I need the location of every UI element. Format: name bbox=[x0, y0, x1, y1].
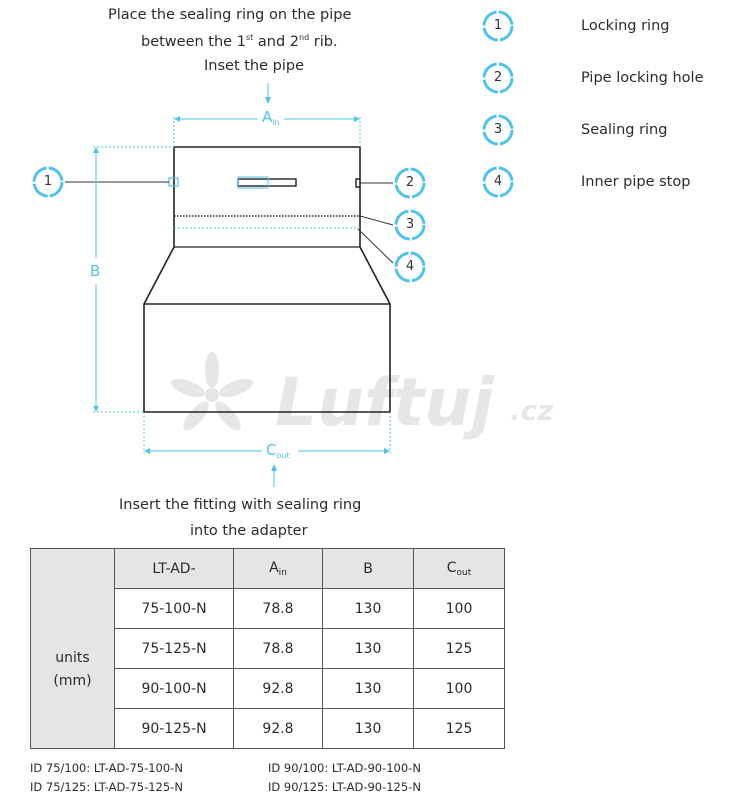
footnote-90-125: ID 90/125: LT-AD-90-125-N bbox=[268, 780, 421, 794]
callout-badge-2 bbox=[393, 166, 427, 200]
superscript: st bbox=[245, 33, 254, 42]
callout-badge-1 bbox=[31, 165, 65, 199]
header-c-sub: out bbox=[456, 567, 472, 578]
cell-code: 75-125-N bbox=[115, 629, 234, 669]
cell-c: 125 bbox=[414, 629, 505, 669]
spec-table bbox=[30, 548, 505, 749]
instruction-top-line3: Inset the pipe bbox=[204, 58, 304, 74]
table-header-row bbox=[31, 549, 505, 589]
callout-leader-3 bbox=[360, 216, 393, 225]
callout-number: 3 bbox=[405, 217, 415, 232]
units-sub-label: (mm) bbox=[53, 672, 92, 689]
header-b: B bbox=[323, 549, 414, 589]
dim-c-sub: out bbox=[276, 451, 290, 460]
callout-leader-4 bbox=[358, 229, 393, 263]
cell-code: 75-100-N bbox=[115, 589, 234, 629]
cell-code: 90-125-N bbox=[115, 709, 234, 749]
dim-a-arrow-left bbox=[174, 116, 180, 122]
dim-a-sub: in bbox=[272, 118, 280, 127]
cell-b: 130 bbox=[323, 709, 414, 749]
instruction-bottom-line2: into the adapter bbox=[190, 523, 308, 539]
cell-c: 100 bbox=[414, 669, 505, 709]
legend-number: 2 bbox=[493, 70, 503, 85]
dim-a-label bbox=[262, 108, 280, 127]
instruction-text: and 2 bbox=[253, 33, 299, 50]
dim-c-arrow-right bbox=[384, 448, 390, 454]
legend-label-pipe-locking-hole: Pipe locking hole bbox=[581, 70, 704, 86]
cell-code: 90-100-N bbox=[115, 669, 234, 709]
cell-a: 92.8 bbox=[234, 709, 323, 749]
cell-c: 125 bbox=[414, 709, 505, 749]
dim-b-arrow-bottom bbox=[93, 406, 99, 412]
header-a-sub: in bbox=[278, 567, 287, 578]
cell-a: 78.8 bbox=[234, 629, 323, 669]
instruction-text: rib. bbox=[309, 33, 338, 50]
header-code: LT-AD- bbox=[115, 549, 234, 589]
callout-number: 2 bbox=[405, 175, 415, 190]
legend-number: 4 bbox=[493, 174, 503, 189]
instruction-top-line1: Place the sealing ring on the pipe bbox=[108, 7, 352, 23]
dim-a-main: A bbox=[262, 108, 273, 126]
units-label: units bbox=[55, 649, 90, 666]
cell-c: 100 bbox=[414, 589, 505, 629]
footnote-75-100: ID 75/100: LT-AD-75-100-N bbox=[30, 761, 183, 775]
locking-slot bbox=[238, 179, 296, 186]
cell-b: 130 bbox=[323, 669, 414, 709]
callout-badge-3 bbox=[393, 208, 427, 242]
dim-c-label bbox=[266, 441, 290, 460]
footnote-75-125: ID 75/125: LT-AD-75-125-N bbox=[30, 780, 183, 794]
header-c bbox=[414, 549, 505, 589]
dim-b-label: B bbox=[90, 262, 101, 280]
instruction-text: between the 1 bbox=[141, 33, 246, 50]
header-c-main: C bbox=[446, 559, 457, 576]
legend-number: 1 bbox=[493, 18, 503, 33]
legend-number: 3 bbox=[493, 122, 503, 137]
dim-a-arrow-right bbox=[354, 116, 360, 122]
watermark-brand: Luftuj bbox=[275, 364, 494, 441]
cell-a: 78.8 bbox=[234, 589, 323, 629]
fit-arrow-head bbox=[271, 464, 277, 471]
legend-label-locking-ring: Locking ring bbox=[581, 18, 670, 34]
footnote-90-100: ID 90/100: LT-AD-90-100-N bbox=[268, 761, 421, 775]
cell-a: 92.8 bbox=[234, 669, 323, 709]
callout-number: 1 bbox=[43, 174, 53, 189]
callout-badge-4 bbox=[393, 250, 427, 284]
cell-b: 130 bbox=[323, 589, 414, 629]
units-cell bbox=[31, 549, 115, 749]
header-a bbox=[234, 549, 323, 589]
header-a-main: A bbox=[269, 559, 279, 576]
watermark-fan-icon bbox=[169, 352, 256, 434]
instruction-bottom-line1: Insert the fitting with sealing ring bbox=[119, 497, 362, 513]
callout-number: 4 bbox=[405, 259, 415, 274]
dim-b-arrow-top bbox=[93, 147, 99, 153]
insert-arrow-head bbox=[265, 97, 271, 104]
cell-b: 130 bbox=[323, 629, 414, 669]
dim-c-main: C bbox=[266, 441, 277, 459]
legend-label-sealing-ring: Sealing ring bbox=[581, 122, 668, 138]
legend-label-inner-pipe-stop: Inner pipe stop bbox=[581, 174, 691, 190]
dim-c-arrow-left bbox=[144, 448, 150, 454]
watermark-tld: .cz bbox=[510, 394, 554, 427]
superscript: nd bbox=[299, 33, 310, 42]
